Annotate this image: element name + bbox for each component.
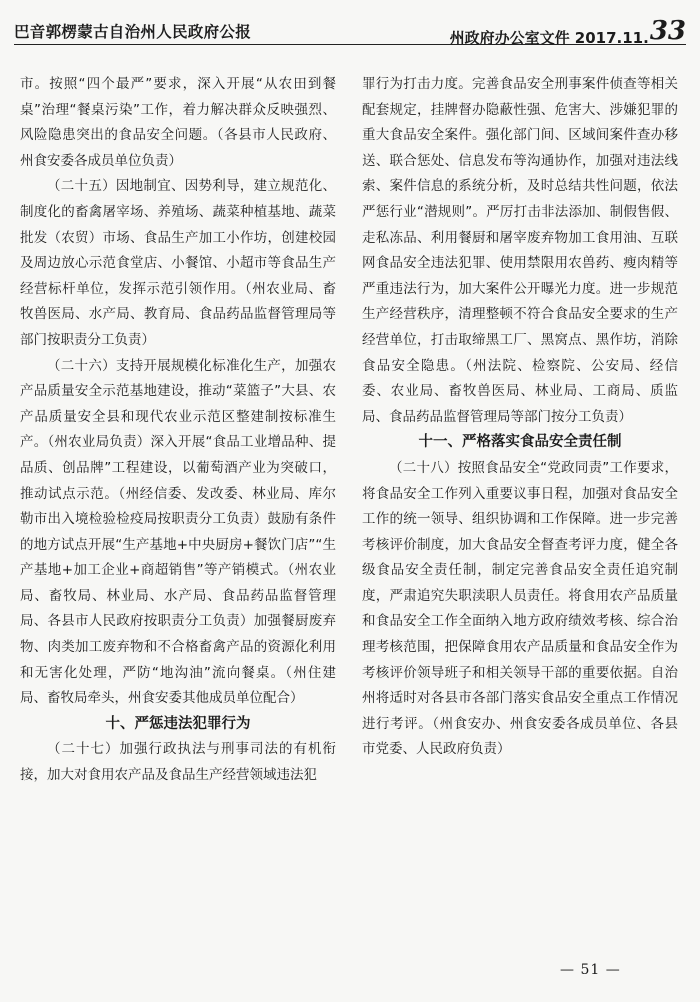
right-column xyxy=(362,72,678,763)
paragraph: 市。按照“四个最严”要求，深入开展“从农田到餐桌”治理“餐桌污染”工作，着力解决群众反映强烈、风险隐患突出的食品安全问题。（各县市人民政府、州食安委各成员单位负责） xyxy=(20,76,336,169)
running-header xyxy=(14,12,686,47)
page-number: — 51 — xyxy=(560,962,621,978)
section-heading: 十一、严格落实食品安全责任制 xyxy=(418,434,622,451)
paragraph: 罪行为打击力度。完善食品安全刑事案件侦查等相关配套规定，挂牌督办隐蔽性强、危害大、涉嫌犯罪的重大食品安全案件。强化部门间、区域间案件查办移送、联合惩处、信息发布等沟通协作，加强对违法线索、案件信息的系统分析，及时总结共性问题，依法严惩行业“潜规则”。严厉打击非法添加、制假售假、走私冻品、利用餐厨和屠宰废弃物加工食用油、互联网食品安全违法犯罪、使用禁限用农兽药、瘦肉精等严重违法行为，加大案件公开曝光力度。进一步规范生产经营秩序，清理整顿不符合食品安全要求的生产经营单位，打击取缔黑工厂、黑窝点、黑作坊，消除食品安全隐患。（州法院、检察院、公安局、经信委、农业局、畜牧兽医局、林业局、工商局、质监局、食品药品监督管理局等部门按分工负责） xyxy=(362,76,678,425)
section-heading: 十、严惩违法犯罪行为 xyxy=(105,715,251,732)
issue-number: 33 xyxy=(649,16,686,46)
paragraph: （二十七）加强行政执法与刑事司法的有机衔接，加大对食用农产品及食品生产经营领域违法犯 xyxy=(20,741,336,784)
paragraph: （二十五）因地制宜、因势利导，建立规范化、制度化的畜禽屠宰场、养殖场、蔬菜种植基地、蔬菜批发（农贸）市场、食品生产加工小作坊，创建校园及周边放心示范食堂店、小餐馆、小超市等食品生产经营标杆单位，发挥示范引领作用。（州农业局、畜牧兽医局、水产局、教育局、食品药品监督管理局等部门按职责分工负责） xyxy=(20,178,336,348)
issue-date: 州政府办公室文件 2017.11. xyxy=(449,29,649,47)
left-column xyxy=(20,72,336,789)
paragraph: （二十六）支持开展规模化标准化生产，加强农产品质量安全示范基地建设，推动“菜篮子”大县、农产品质量安全县和现代农业示范区整建制按标准生产。（州农业局负责）深入开展“食品工业增品种、提品质、创品牌”工程建设，以葡萄酒产业为突破口，推动试点示范。（州经信委、发改委、林业局、库尔勒市出入境检验检疫局按职责分工负责）鼓励有条件的地方试点开展“生产基地+中央厨房+餐饮门店”“生产基地+加工企业+商超销售”等产销模式。（州农业局、畜牧局、林业局、水产局、食品药品监督管理局、各县市人民政府按职责分工负责）加强餐厨废弃物、肉类加工废弃物和不合格畜禽产品的资源化利用和无害化处理，严防“地沟油”流向餐桌。（州住建局、畜牧局牵头，州食安委其他成员单位配合） xyxy=(20,357,336,707)
issue-info xyxy=(449,16,686,50)
journal-title: 巴音郭楞蒙古自治州人民政府公报 xyxy=(14,23,252,41)
header-rule xyxy=(14,44,686,45)
paragraph: （二十八）按照食品安全“党政同责”工作要求，将食品安全工作列入重要议事日程，加强对食品安全工作的统一领导、组织协调和工作保障。进一步完善考核评价制度，加大食品安全督查考评力度，健全各级食品安全责任制，制定完善食品安全责任追究制度，严肃追究失职渎职人员责任。将食用农产品质量和食品安全工作全面纳入地方政府绩效考核、综合治理考核范围，把保障食用农产品质量和食品安全作为考核评价领导班子和相关领导干部的重要依据。自治州将适时对各县市各部门落实食品安全重点工作情况进行考评。（州食安办、州食安委各成员单位、各县市党委、人民政府负责） xyxy=(362,459,678,758)
